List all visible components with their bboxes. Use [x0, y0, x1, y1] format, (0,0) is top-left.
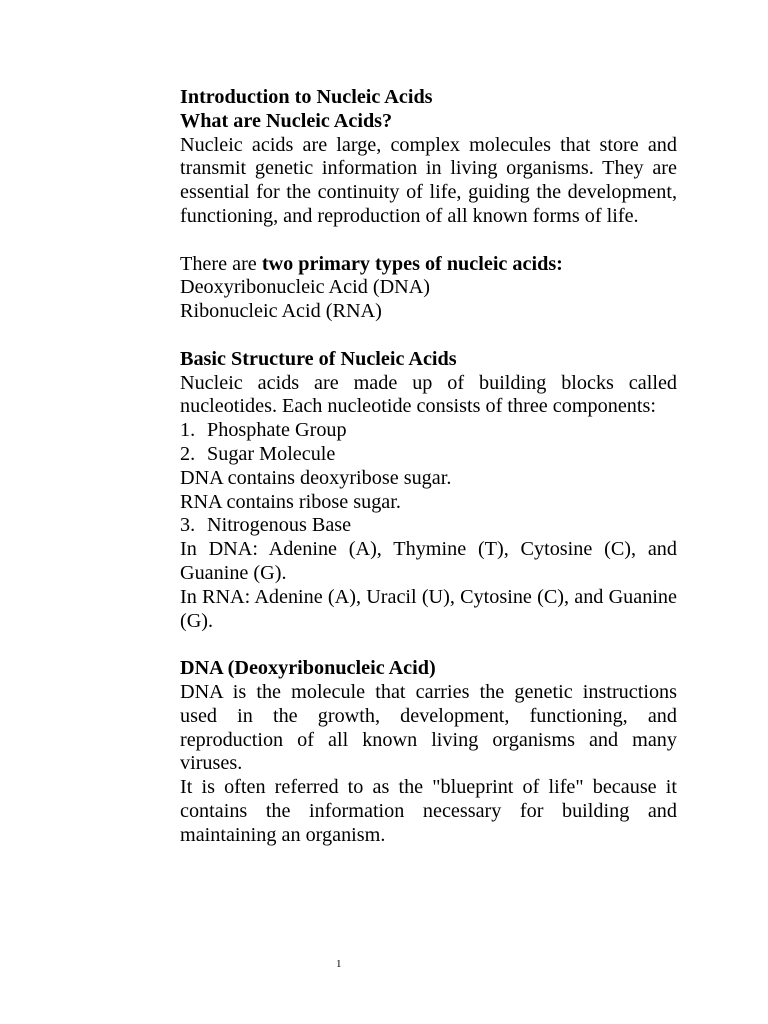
intro-paragraph: Nucleic acids are large, complex molecules that store and transmit genetic information in living organisms. They are essential for the continuity of life, guiding the development, functioning, and reproduction of all known forms of life.: [180, 133, 677, 227]
list-number: 3.: [180, 514, 196, 537]
dna-paragraph-2: It is often referred to as the "blueprint of life" because it contains the information necessary for building and maintaining an organism.: [180, 776, 677, 846]
section-heading-dna: DNA (Deoxyribonucleic Acid): [180, 657, 436, 680]
sugar-note-rna: RNA contains ribose sugar.: [180, 490, 401, 513]
base-note-rna: In RNA: Adenine (A), Uracil (U), Cytosine (C), and Guanine (G).: [180, 585, 677, 632]
section-heading-basic-structure: Basic Structure of Nucleic Acids: [180, 347, 457, 370]
base-note-dna: In DNA: Adenine (A), Thymine (T), Cytosine (C), and Guanine (G).: [180, 538, 677, 584]
list-item-label: Nitrogenous Base: [207, 514, 352, 537]
page-number: 1: [336, 958, 342, 970]
spacer: [180, 324, 677, 348]
document-title: Introduction to Nucleic Acids: [180, 86, 433, 108]
type-item-dna: Deoxyribonucleic Acid (DNA): [180, 276, 431, 299]
structure-paragraph: Nucleic acids are made up of building blocks called nucleotides. Each nucleotide consists of three components:: [180, 371, 677, 418]
types-prefix: There are: [180, 252, 262, 275]
list-number: 1.: [180, 419, 196, 442]
spacer: [180, 229, 677, 253]
list-item-label: Phosphate Group: [207, 419, 347, 442]
document-page: [180, 86, 677, 848]
spacer: [180, 633, 677, 657]
component-item-phosphate: [180, 419, 677, 443]
sugar-note-dna: DNA contains deoxyribose sugar.: [180, 466, 452, 489]
type-item-rna: Ribonucleic Acid (RNA): [180, 300, 382, 323]
component-item-sugar: [180, 443, 677, 467]
dna-paragraph-1: DNA is the molecule that carries the genetic instructions used in the growth, development, functioning, and reproduction of all known living organisms and many viruses.: [180, 680, 677, 775]
component-item-base: [180, 514, 677, 538]
list-item-label: Sugar Molecule: [207, 442, 336, 465]
types-emphasis: two primary types of nucleic acids:: [261, 252, 563, 275]
list-number: 2.: [180, 442, 196, 465]
section-heading-what-are-nucleic-acids: What are Nucleic Acids?: [180, 109, 393, 132]
types-sentence: [180, 253, 677, 277]
